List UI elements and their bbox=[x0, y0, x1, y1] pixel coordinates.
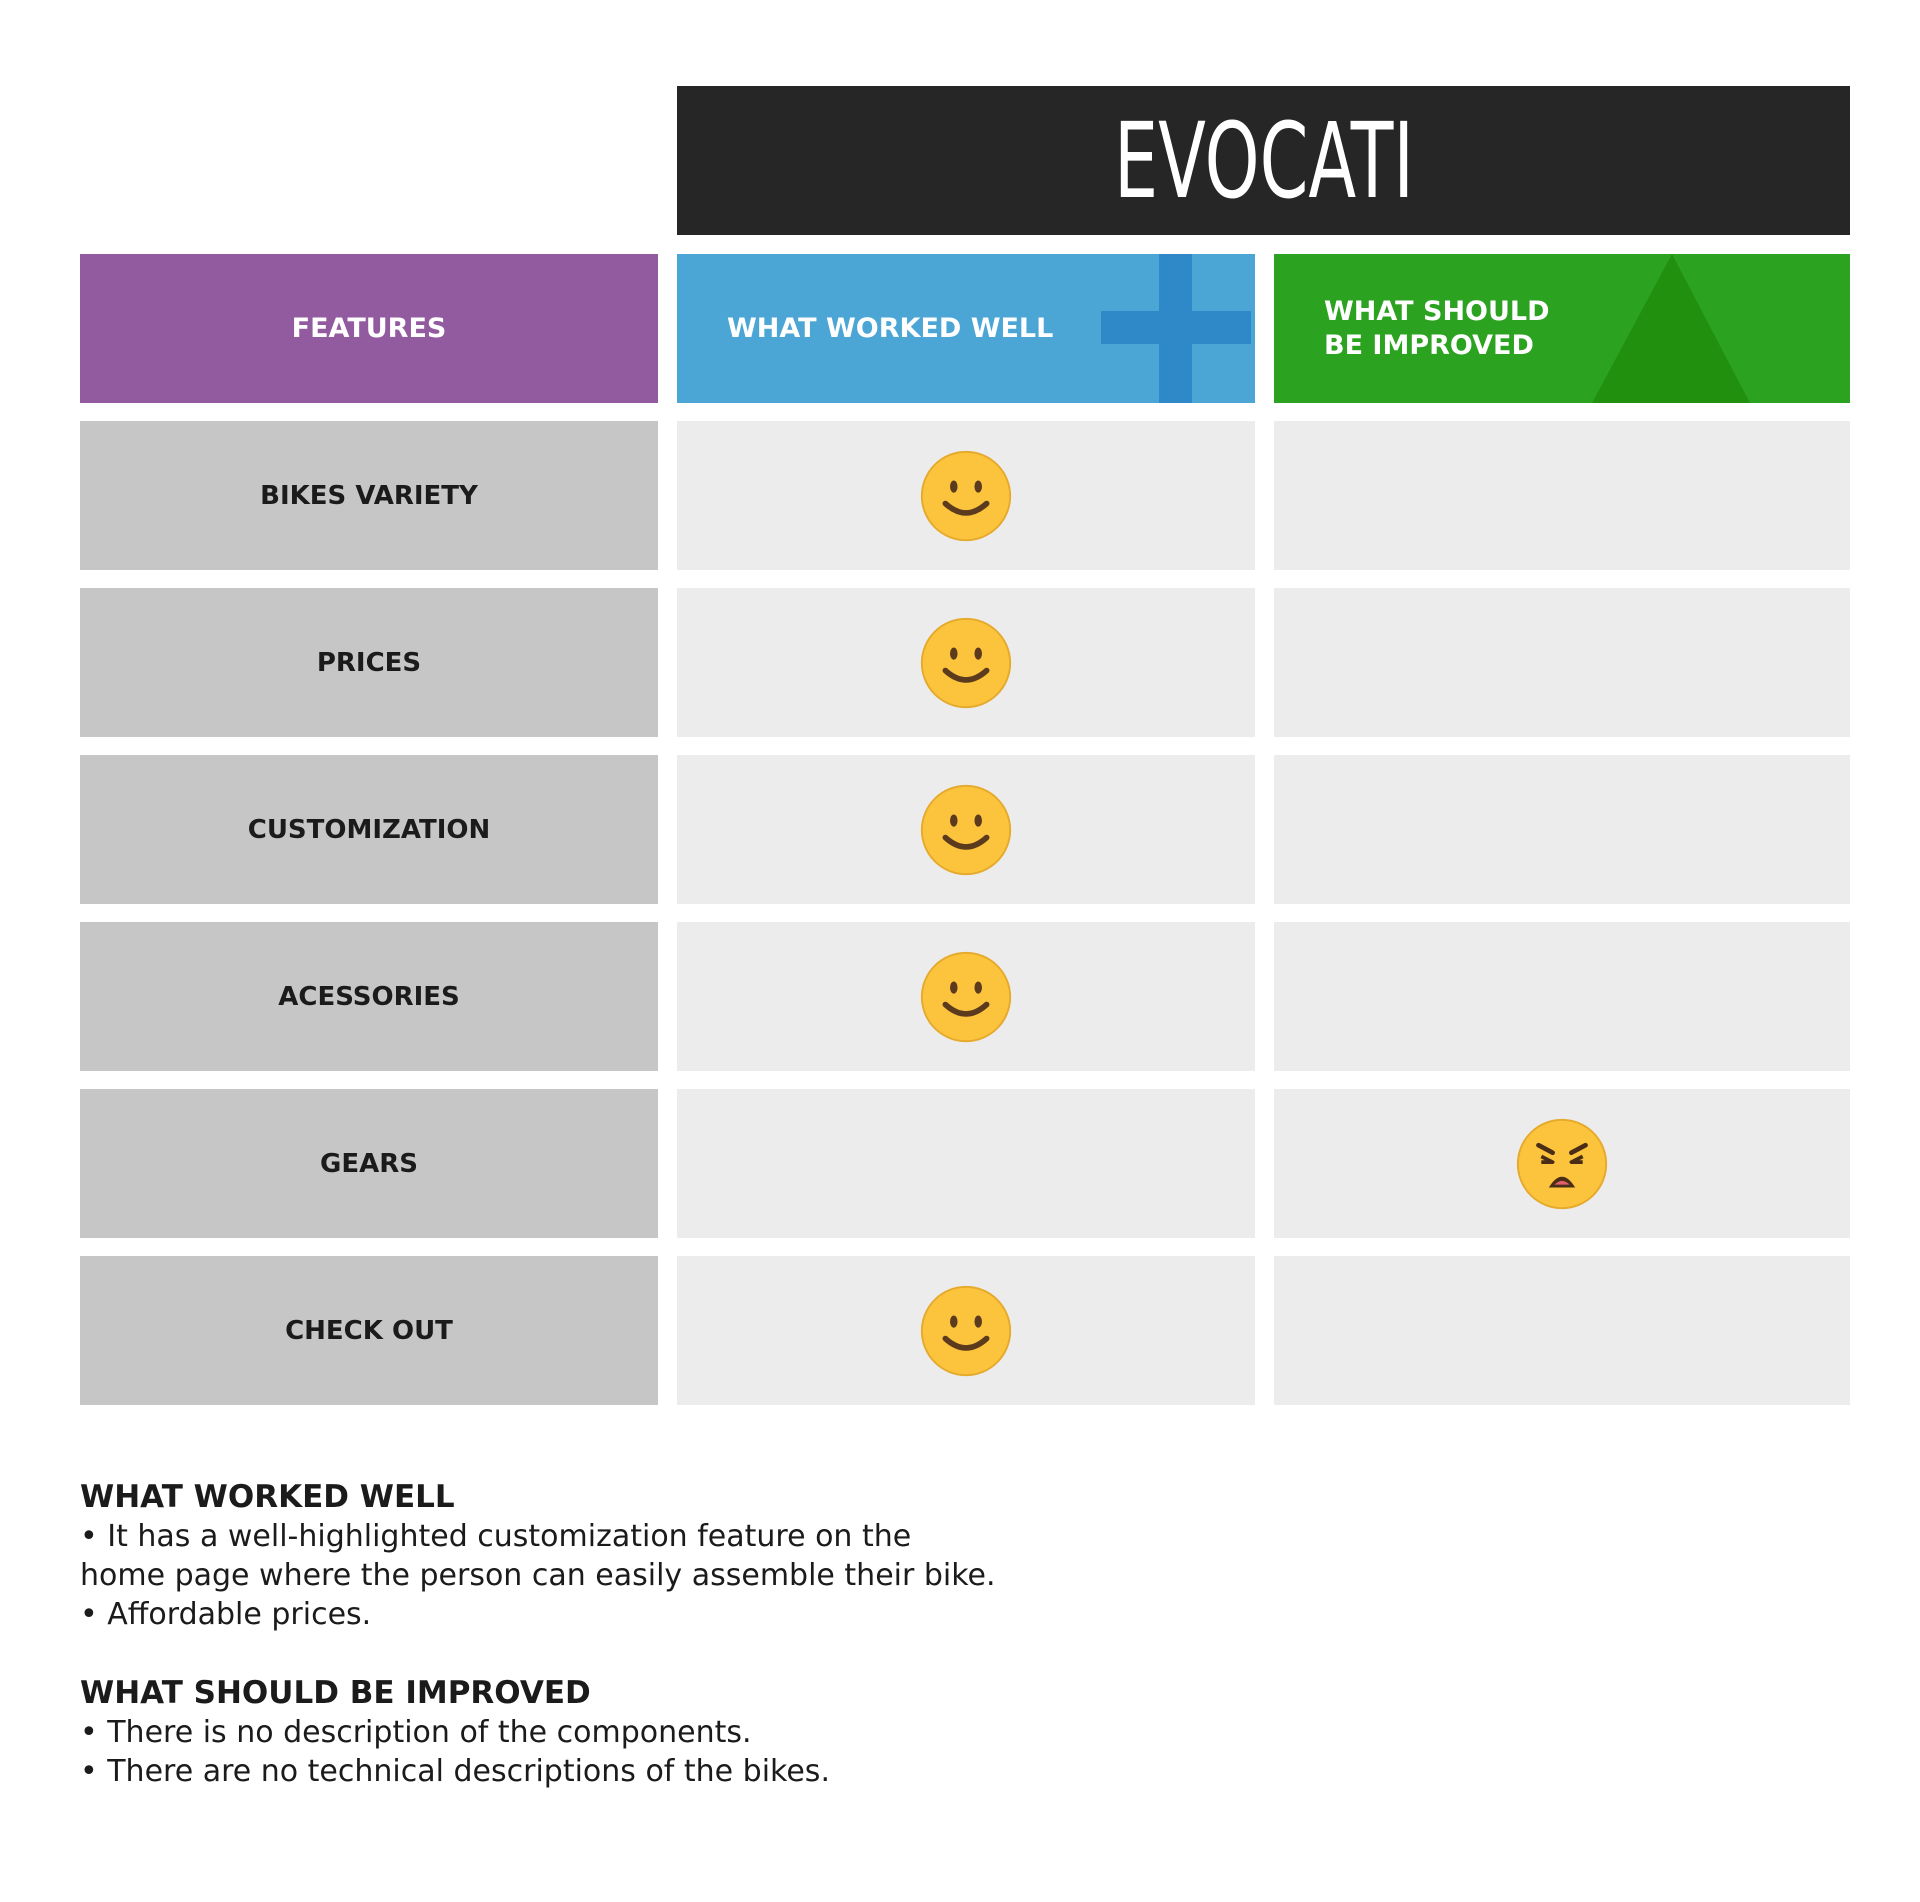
worked-well-cell bbox=[677, 922, 1255, 1071]
table-row bbox=[0, 755, 1920, 904]
header-should-improve bbox=[1274, 254, 1850, 403]
feature-label: ACESSORIES bbox=[278, 981, 460, 1012]
feature-cell bbox=[80, 421, 658, 570]
notes-improve-item: • There are no technical descriptions of the bikes. bbox=[80, 1752, 1180, 1791]
plus-icon bbox=[1101, 254, 1255, 403]
feature-cell bbox=[80, 1089, 658, 1238]
brand-name: EVOCATI bbox=[1113, 99, 1414, 222]
table-row bbox=[0, 922, 1920, 1071]
header-should-improve-label bbox=[1324, 295, 1564, 363]
feature-cell bbox=[80, 922, 658, 1071]
notes-improve-list bbox=[80, 1713, 1180, 1791]
notes-section bbox=[80, 1478, 1180, 1791]
worked-well-cell bbox=[677, 421, 1255, 570]
header-improve-line-1: WHAT SHOULD bbox=[1324, 295, 1550, 327]
angry-face-icon bbox=[1515, 1117, 1609, 1211]
table-row bbox=[0, 588, 1920, 737]
worked-well-cell bbox=[677, 1256, 1255, 1405]
notes-improve-title: WHAT SHOULD BE IMPROVED bbox=[80, 1675, 591, 1711]
feature-cell bbox=[80, 755, 658, 904]
should-improve-cell bbox=[1274, 588, 1850, 737]
table-row bbox=[0, 421, 1920, 570]
worked-well-cell bbox=[677, 588, 1255, 737]
happy-face-icon bbox=[919, 449, 1013, 543]
feature-label: CHECK OUT bbox=[285, 1315, 453, 1346]
worked-well-cell bbox=[677, 1089, 1255, 1238]
header-improve-line-2: BE IMPROVED bbox=[1324, 329, 1534, 361]
notes-improve-item: • There is no description of the components. bbox=[80, 1713, 1180, 1752]
notes-should-improve bbox=[80, 1674, 1180, 1791]
should-improve-cell bbox=[1274, 922, 1850, 1071]
notes-worked-item: • Affordable prices. bbox=[80, 1595, 1180, 1634]
feature-label: BIKES VARIETY bbox=[260, 480, 478, 511]
table-row bbox=[0, 1256, 1920, 1405]
notes-worked-item: • It has a well-highlighted customization feature on the home page where the person can easily assemble their bike. bbox=[80, 1517, 1000, 1595]
header-worked-well bbox=[677, 254, 1255, 403]
feature-cell bbox=[80, 1256, 658, 1405]
feature-label: GEARS bbox=[320, 1148, 418, 1179]
feature-label: CUSTOMIZATION bbox=[247, 814, 491, 845]
table-row bbox=[0, 1089, 1920, 1238]
header-features bbox=[80, 254, 658, 403]
notes-worked-list bbox=[80, 1517, 1180, 1634]
happy-face-icon bbox=[919, 783, 1013, 877]
happy-face-icon bbox=[919, 616, 1013, 710]
happy-face-icon bbox=[919, 1284, 1013, 1378]
should-improve-cell bbox=[1274, 1256, 1850, 1405]
header-features-label: FEATURES bbox=[291, 312, 447, 344]
worked-well-cell bbox=[677, 755, 1255, 904]
should-improve-cell bbox=[1274, 755, 1850, 904]
notes-worked-well bbox=[80, 1478, 1180, 1634]
feature-label: PRICES bbox=[316, 647, 422, 678]
brand-header bbox=[677, 86, 1850, 235]
header-worked-well-label: WHAT WORKED WELL bbox=[727, 312, 1054, 344]
brand-logo bbox=[1109, 99, 1419, 222]
should-improve-cell bbox=[1274, 421, 1850, 570]
happy-face-icon bbox=[919, 950, 1013, 1044]
notes-worked-title: WHAT WORKED WELL bbox=[80, 1479, 455, 1515]
feature-cell bbox=[80, 588, 658, 737]
should-improve-cell bbox=[1274, 1089, 1850, 1238]
